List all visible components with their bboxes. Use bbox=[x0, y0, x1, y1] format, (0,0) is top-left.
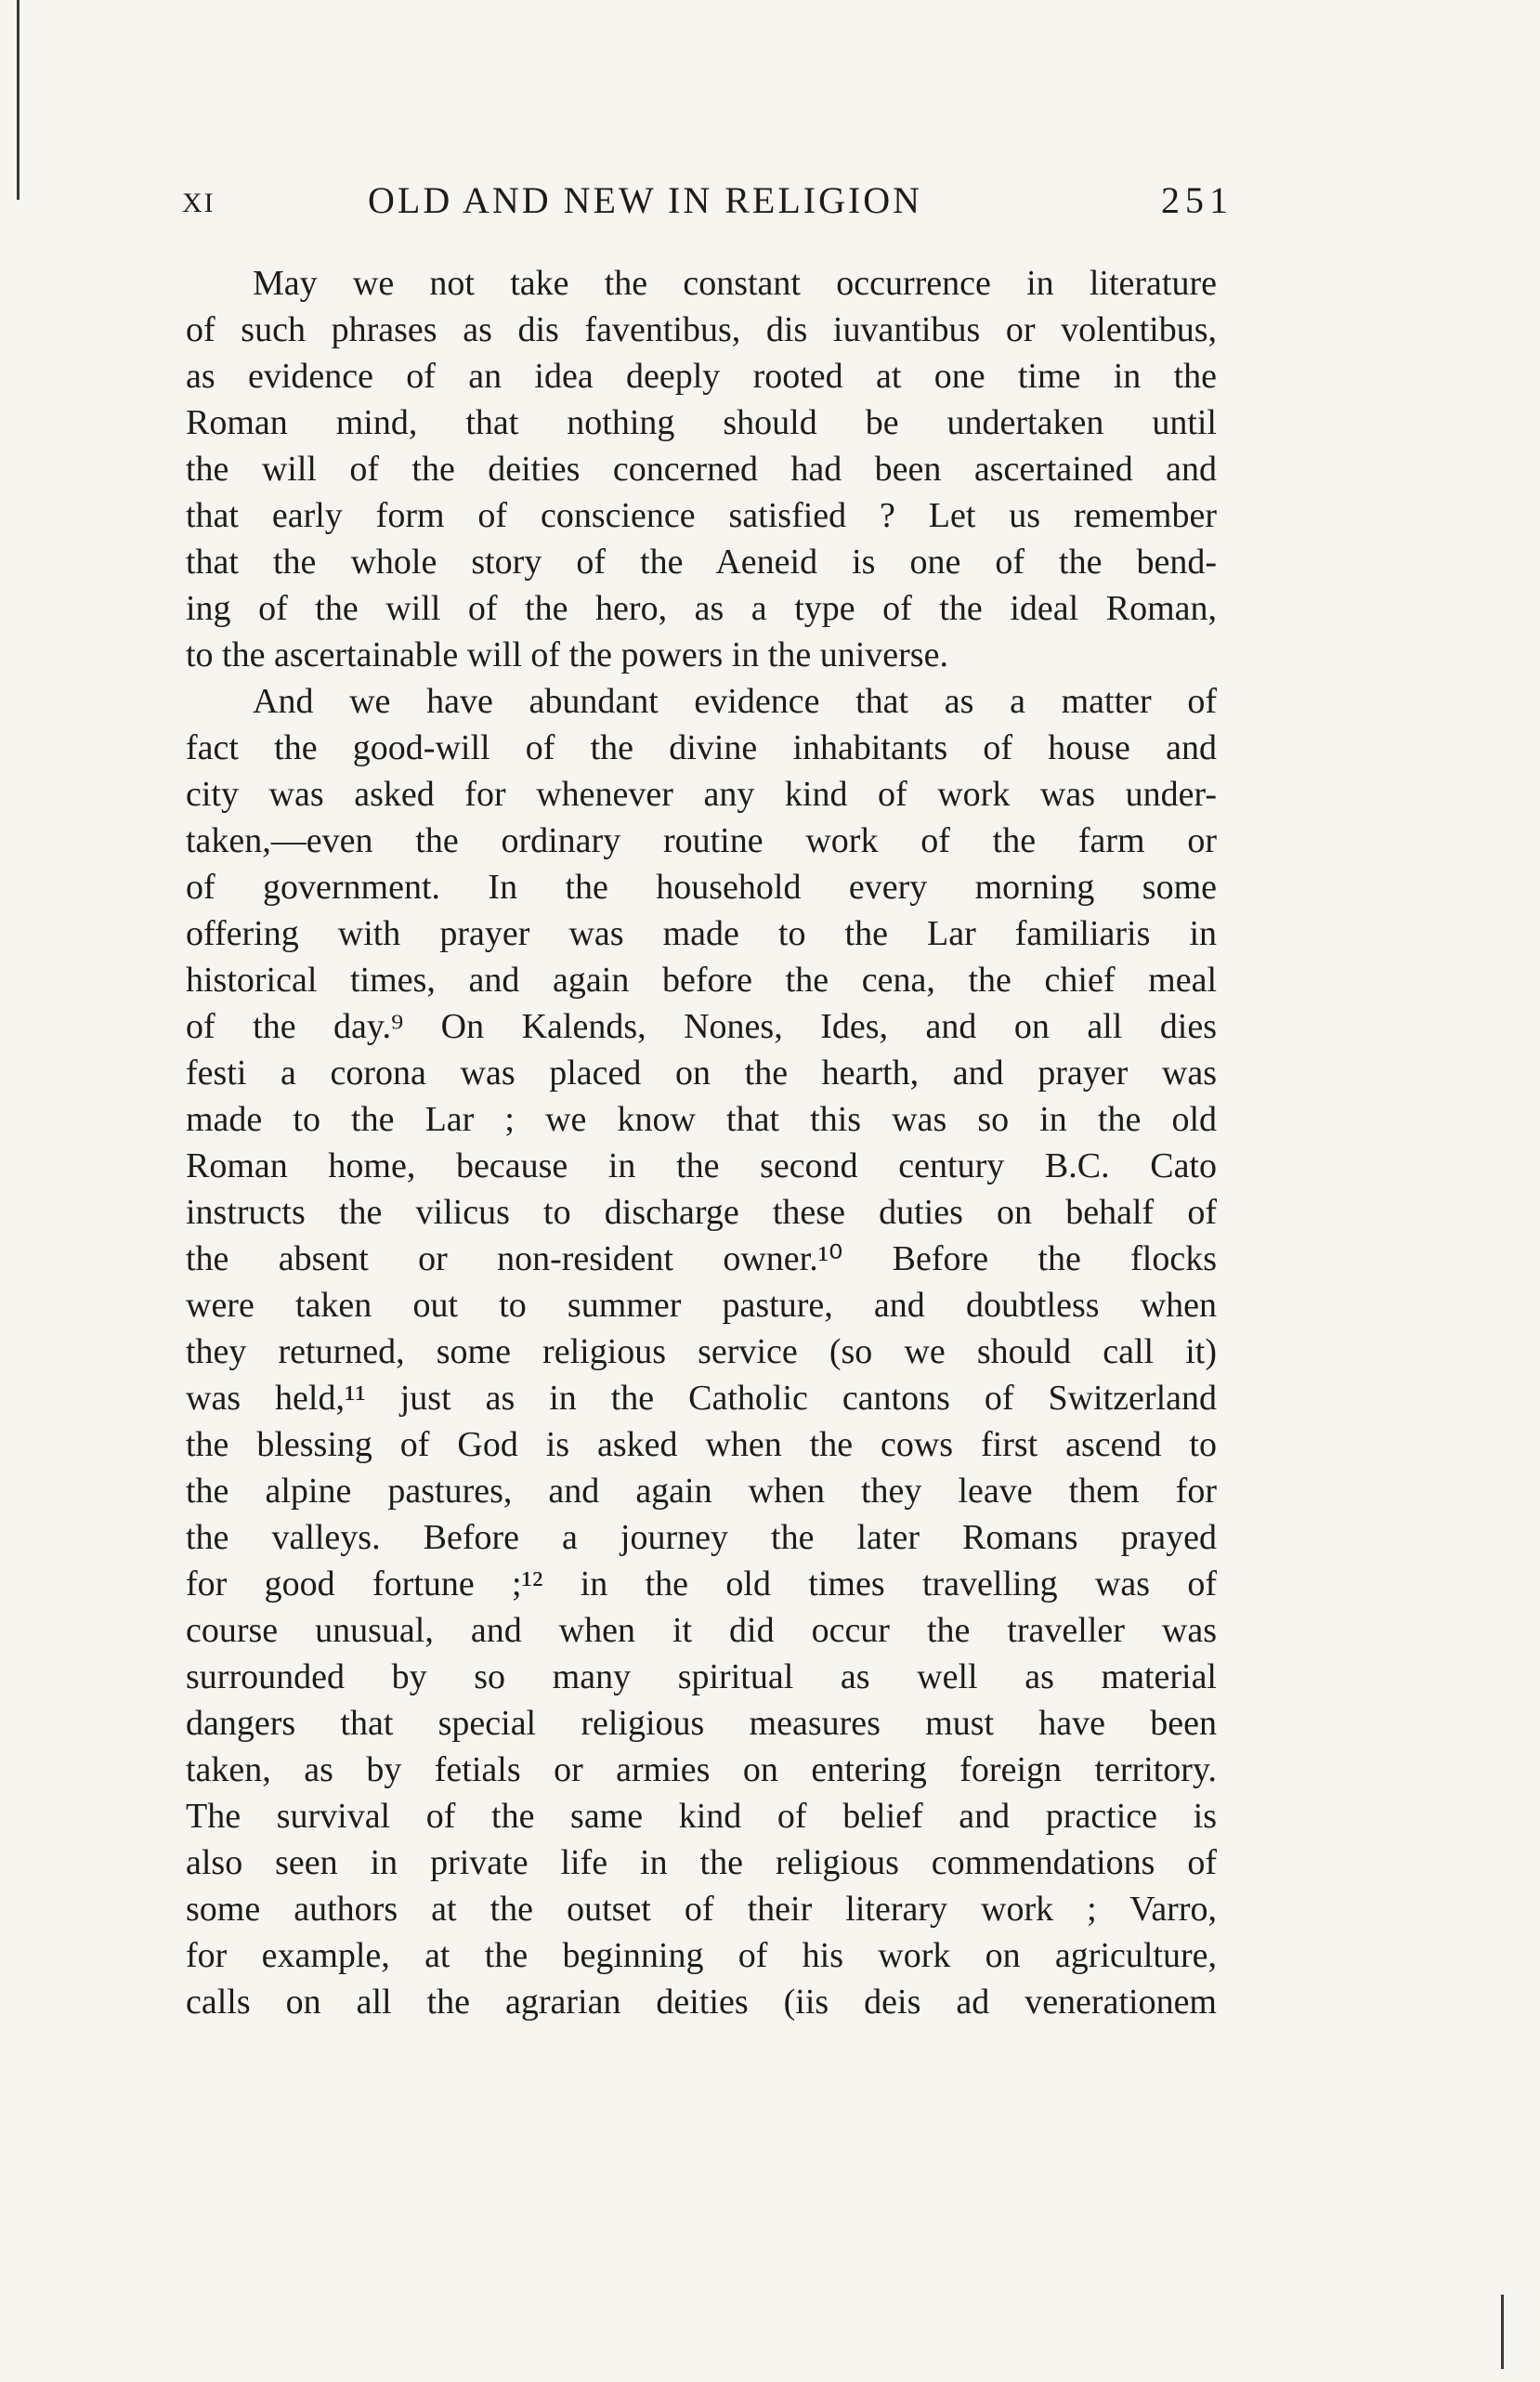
text-line: were taken out to summer pasture, and doubtless when bbox=[186, 1286, 1217, 1325]
text-line: was held,¹¹ just as in the Catholic cantons of Switzerland bbox=[186, 1379, 1217, 1418]
text-line: of such phrases as dis faventibus, dis iuvantibus or volentibus, bbox=[186, 310, 1217, 349]
text-line: The survival of the same kind of belief and practice is bbox=[186, 1797, 1217, 1836]
text-line: of government. In the household every morning some bbox=[186, 868, 1217, 907]
text-line: offering with prayer was made to the Lar familiaris in bbox=[186, 914, 1217, 953]
running-title: OLD AND NEW IN RELIGION bbox=[368, 179, 923, 221]
text-line: for good fortune ;¹² in the old times travelling was of bbox=[186, 1564, 1217, 1603]
text-line: course unusual, and when it did occur the traveller was bbox=[186, 1611, 1217, 1650]
text-line: also seen in private life in the religious commendations of bbox=[186, 1843, 1217, 1882]
text-line: they returned, some religious service (so we should call it) bbox=[186, 1332, 1217, 1371]
text-line: Roman home, because in the second century B.C. Cato bbox=[186, 1146, 1217, 1185]
chapter-numeral: XI bbox=[182, 188, 215, 218]
text-line: the blessing of God is asked when the cows first ascend to bbox=[186, 1425, 1217, 1464]
text-line: made to the Lar ; we know that this was so in the old bbox=[186, 1100, 1217, 1139]
running-header bbox=[182, 178, 1233, 230]
text-line: May we not take the constant occurrence in literature bbox=[253, 264, 1217, 303]
scan-edge-mark bbox=[1501, 2295, 1504, 2369]
text-line: city was asked for whenever any kind of work was under- bbox=[186, 775, 1217, 814]
text-line: that early form of conscience satisfied ? Let us remember bbox=[186, 496, 1217, 535]
text-line: ing of the will of the hero, as a type of the ideal Roman, bbox=[186, 589, 1217, 628]
scan-edge-mark bbox=[17, 0, 20, 200]
text-line: the valleys. Before a journey the later Romans prayed bbox=[186, 1518, 1217, 1557]
text-line: that the whole story of the Aeneid is one of the bend- bbox=[186, 543, 1217, 582]
text-line: of the day.⁹ On Kalends, Nones, Ides, and on all dies bbox=[186, 1007, 1217, 1046]
text-line: some authors at the outset of their literary work ; Varro, bbox=[186, 1890, 1217, 1929]
text-line: the absent or non-resident owner.¹⁰ Before the flocks bbox=[186, 1239, 1217, 1278]
page-number: 251 bbox=[1161, 179, 1233, 221]
text-line: festi a corona was placed on the hearth, and prayer was bbox=[186, 1054, 1217, 1093]
text-line: for example, at the beginning of his work on agriculture, bbox=[186, 1936, 1217, 1975]
text-line: historical times, and again before the cena, the chief meal bbox=[186, 961, 1217, 1000]
text-line: fact the good-will of the divine inhabitants of house and bbox=[186, 728, 1217, 767]
text-line: as evidence of an idea deeply rooted at one time in the bbox=[186, 357, 1217, 396]
text-line: dangers that special religious measures must have been bbox=[186, 1704, 1217, 1743]
text-line: the alpine pastures, and again when they leave them for bbox=[186, 1472, 1217, 1511]
text-line: instructs the vilicus to discharge these duties on behalf of bbox=[186, 1193, 1217, 1232]
text-line: to the ascertainable will of the powers in the universe. bbox=[186, 635, 948, 674]
text-line: Roman mind, that nothing should be undertaken until bbox=[186, 403, 1217, 442]
text-line: And we have abundant evidence that as a matter of bbox=[253, 682, 1217, 721]
text-line: taken,—even the ordinary routine work of the farm or bbox=[186, 821, 1217, 860]
text-line: the will of the deities concerned had been ascertained and bbox=[186, 450, 1217, 489]
text-line: calls on all the agrarian deities (iis deis ad venerationem bbox=[186, 1983, 1217, 2022]
text-line: surrounded by so many spiritual as well as material bbox=[186, 1657, 1217, 1696]
text-line: taken, as by fetials or armies on entering foreign territory. bbox=[186, 1750, 1217, 1789]
